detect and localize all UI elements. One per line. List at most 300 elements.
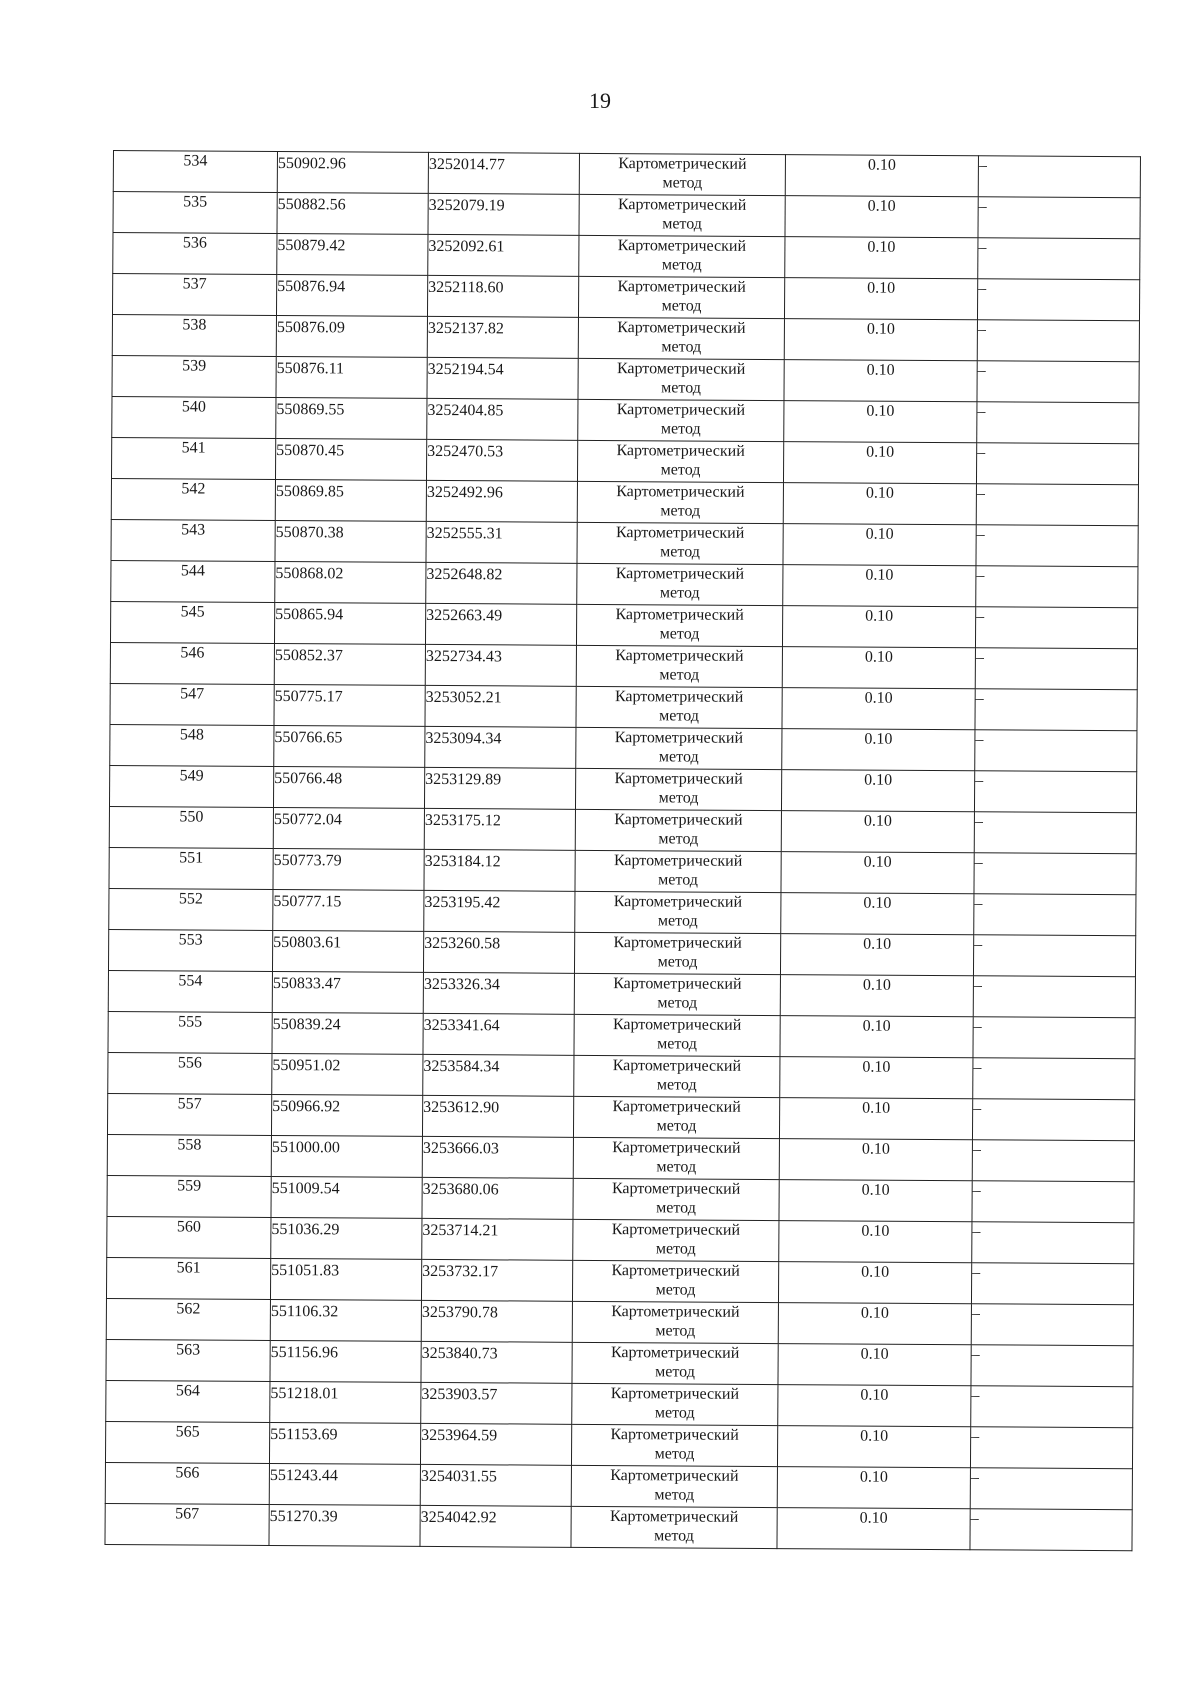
method-label-suffix: метод	[654, 1404, 695, 1422]
method-label: Картометрический	[617, 237, 747, 255]
method-label: Картометрический	[615, 565, 745, 583]
y-coordinate: 3252470.53	[427, 442, 504, 461]
description-cell: –	[974, 894, 1136, 936]
description-cell: –	[976, 484, 1138, 526]
accuracy-cell: 0.10	[778, 1262, 971, 1304]
method-label: Картометрический	[617, 196, 747, 214]
table-row	[111, 478, 1138, 525]
method-label: Картометрический	[612, 1016, 742, 1034]
point-number-cell: 545	[110, 601, 274, 643]
method-label: Картометрический	[617, 319, 746, 337]
x-coordinate: 550865.94	[275, 605, 344, 624]
method-label-suffix: метод	[656, 1158, 697, 1176]
x-coordinate-cell	[271, 1176, 422, 1218]
y-coordinate-cell	[424, 808, 575, 850]
table-row	[109, 806, 1136, 853]
table-row	[109, 765, 1136, 812]
y-coordinate-cell	[422, 1177, 573, 1219]
method-cell	[575, 809, 781, 851]
y-coordinate-cell	[427, 357, 578, 399]
accuracy-cell: 0.10	[780, 1057, 973, 1099]
method-label: Картометрический	[611, 1303, 740, 1321]
method-cell	[578, 358, 784, 400]
x-coordinate: 551000.00	[271, 1138, 340, 1157]
method-cell	[577, 481, 783, 523]
description-cell: –	[972, 1222, 1134, 1264]
point-number-cell: 543	[111, 519, 275, 561]
y-coordinate-cell	[423, 1054, 574, 1096]
method-label-suffix: метод	[658, 871, 698, 889]
method-label-suffix: метод	[660, 543, 700, 561]
y-coordinate-cell	[423, 1013, 574, 1055]
method-cell	[579, 194, 785, 236]
point-number-cell: 556	[108, 1052, 272, 1094]
accuracy-cell: 0.10	[783, 565, 976, 607]
x-coordinate: 550773.79	[273, 851, 342, 870]
y-coordinate-cell	[428, 234, 579, 276]
y-coordinate: 3252555.31	[426, 524, 503, 543]
x-coordinate: 550839.24	[272, 1015, 341, 1034]
method-cell	[575, 768, 781, 810]
method-label-suffix: метод	[654, 1445, 695, 1463]
point-number-cell: 557	[107, 1093, 271, 1135]
accuracy-cell: 0.10	[784, 360, 977, 402]
y-coordinate-cell	[421, 1259, 572, 1301]
point-number-cell: 553	[108, 929, 272, 971]
y-coordinate: 3252079.19	[428, 196, 505, 215]
x-coordinate: 551106.32	[270, 1302, 339, 1321]
y-coordinate: 3252404.85	[427, 401, 504, 420]
accuracy-cell: 0.10	[784, 401, 977, 443]
method-label: Картометрический	[613, 934, 742, 952]
method-label-suffix: метод	[661, 379, 701, 397]
table-row	[112, 315, 1139, 362]
method-label-suffix: метод	[659, 707, 699, 725]
method-label: Картометрический	[612, 1057, 742, 1075]
y-coordinate: 3253341.64	[423, 1016, 500, 1035]
description-cell: –	[971, 1263, 1133, 1305]
x-coordinate: 550876.94	[277, 278, 346, 296]
x-coordinate: 550869.55	[276, 401, 345, 419]
accuracy-cell: 0.10	[780, 1016, 973, 1058]
table-row	[107, 1216, 1134, 1263]
y-coordinate-cell	[426, 521, 577, 563]
point-number-cell: 564	[106, 1380, 270, 1422]
table-row	[113, 233, 1140, 280]
x-coordinate: 551051.83	[271, 1261, 340, 1280]
description-cell: –	[977, 320, 1139, 362]
y-coordinate-cell	[421, 1300, 572, 1342]
y-coordinate: 3253052.21	[425, 688, 502, 707]
method-cell	[573, 1178, 779, 1220]
description-cell: –	[976, 443, 1138, 485]
method-label: Картометрический	[610, 1467, 739, 1485]
accuracy-cell: 0.10	[783, 442, 976, 484]
point-number-cell: 537	[112, 274, 276, 316]
method-cell	[579, 235, 785, 277]
method-label-suffix: метод	[654, 1527, 694, 1545]
y-coordinate: 3253666.03	[422, 1139, 499, 1158]
y-coordinate-cell	[426, 562, 577, 604]
method-cell	[576, 686, 782, 728]
x-coordinate: 550951.02	[272, 1056, 341, 1075]
method-label-suffix: метод	[659, 584, 700, 602]
y-coordinate: 3253612.90	[423, 1098, 500, 1117]
method-cell	[571, 1465, 777, 1507]
method-cell	[572, 1383, 778, 1425]
table-row	[108, 929, 1135, 976]
method-label: Картометрический	[612, 1098, 741, 1116]
coordinates-table	[104, 150, 1141, 1551]
table-row	[108, 1052, 1135, 1099]
method-label-suffix: метод	[657, 994, 698, 1012]
method-cell	[579, 153, 785, 195]
accuracy-cell: 0.10	[780, 934, 973, 976]
x-coordinate-cell	[269, 1422, 420, 1464]
x-coordinate: 551036.29	[271, 1220, 340, 1239]
point-number-cell: 535	[113, 192, 277, 234]
point-number-cell: 540	[112, 396, 276, 438]
x-coordinate-cell	[277, 152, 428, 194]
y-coordinate: 3252492.96	[426, 483, 503, 502]
point-number-cell: 555	[108, 1011, 272, 1053]
point-number-cell: 546	[110, 642, 274, 684]
method-label-suffix: метод	[662, 215, 702, 233]
method-label-suffix: метод	[654, 1486, 695, 1504]
method-cell	[574, 932, 780, 974]
x-coordinate: 550852.37	[274, 646, 343, 665]
accuracy-cell: 0.10	[780, 975, 973, 1017]
method-label: Картометрический	[613, 975, 742, 993]
method-label-suffix: метод	[661, 256, 702, 274]
method-label-suffix: метод	[658, 789, 699, 807]
y-coordinate-cell	[421, 1382, 572, 1424]
method-label: Картометрический	[612, 1139, 741, 1157]
method-label-suffix: метод	[659, 625, 700, 643]
point-number-cell: 548	[110, 724, 274, 766]
point-number-cell: 542	[111, 478, 275, 520]
description-cell: –	[972, 1099, 1134, 1141]
accuracy-cell: 0.10	[778, 1303, 971, 1345]
x-coordinate-cell	[269, 1504, 420, 1546]
y-coordinate: 3253584.34	[423, 1057, 500, 1076]
x-coordinate-cell	[271, 1094, 422, 1136]
method-label-suffix: метод	[661, 338, 702, 356]
x-coordinate-cell	[272, 930, 423, 972]
description-cell: –	[976, 566, 1138, 608]
method-cell	[574, 1055, 780, 1097]
point-number-cell: 561	[106, 1257, 270, 1299]
method-label: Картометрический	[611, 1180, 741, 1198]
accuracy-cell: 0.10	[785, 237, 978, 279]
method-label: Картометрический	[616, 401, 746, 419]
method-label: Картометрический	[614, 811, 743, 829]
description-cell: –	[970, 1509, 1132, 1551]
table-row	[111, 560, 1138, 607]
method-label: Картометрический	[611, 1221, 741, 1239]
y-coordinate: 3253129.89	[425, 770, 502, 789]
point-number-cell: 562	[106, 1298, 270, 1340]
method-cell	[572, 1342, 778, 1384]
x-coordinate-cell	[275, 561, 426, 603]
point-number-cell: 559	[107, 1175, 271, 1217]
y-coordinate: 3254031.55	[420, 1467, 497, 1486]
x-coordinate: 550777.15	[273, 892, 342, 911]
y-coordinate-cell	[422, 1218, 573, 1260]
method-label: Картометрический	[615, 647, 744, 665]
x-coordinate: 550876.09	[276, 319, 345, 337]
method-cell	[575, 891, 781, 933]
table-row	[110, 683, 1137, 730]
y-coordinate-cell	[424, 890, 575, 932]
x-coordinate: 550772.04	[273, 810, 342, 829]
table-row	[111, 519, 1138, 566]
x-coordinate: 550869.85	[275, 483, 344, 501]
accuracy-cell: 0.10	[785, 196, 978, 238]
y-coordinate: 3253326.34	[423, 975, 500, 994]
method-cell	[577, 522, 783, 564]
x-coordinate: 551218.01	[270, 1384, 339, 1403]
table-row	[110, 601, 1137, 648]
method-label-suffix: метод	[659, 666, 700, 684]
method-cell	[578, 317, 784, 359]
table-row	[108, 970, 1135, 1017]
method-cell	[571, 1424, 777, 1466]
table-row	[113, 192, 1140, 239]
x-coordinate-cell	[270, 1340, 421, 1382]
method-cell	[574, 973, 780, 1015]
table-row	[108, 1011, 1135, 1058]
x-coordinate-cell	[272, 1053, 423, 1095]
method-label: Картометрический	[617, 278, 746, 296]
y-coordinate-cell	[428, 152, 579, 194]
y-coordinate: 3252648.82	[426, 565, 503, 584]
method-cell	[576, 604, 782, 646]
accuracy-cell: 0.10	[784, 319, 977, 361]
point-number-cell: 536	[113, 233, 277, 275]
point-number-cell: 567	[105, 1503, 269, 1545]
method-cell	[572, 1301, 778, 1343]
description-cell: –	[976, 525, 1138, 567]
x-coordinate-cell	[271, 1217, 422, 1259]
method-label: Картометрический	[614, 729, 744, 747]
y-coordinate-cell	[423, 931, 574, 973]
y-coordinate-cell	[424, 849, 575, 891]
x-coordinate-cell	[275, 520, 426, 562]
accuracy-cell: 0.10	[783, 483, 976, 525]
description-cell: –	[971, 1386, 1133, 1428]
accuracy-cell: 0.10	[779, 1180, 972, 1222]
method-label: Картометрический	[609, 1508, 739, 1526]
y-coordinate: 3252092.61	[428, 237, 505, 256]
method-label-suffix: метод	[657, 953, 698, 971]
accuracy-cell: 0.10	[781, 893, 974, 935]
method-label-suffix: метод	[656, 1199, 696, 1217]
x-coordinate-cell	[273, 889, 424, 931]
y-coordinate-cell	[425, 685, 576, 727]
y-coordinate: 3253732.17	[422, 1262, 499, 1281]
x-coordinate-cell	[269, 1463, 420, 1505]
y-coordinate: 3253175.12	[424, 811, 501, 830]
x-coordinate: 550870.38	[275, 524, 344, 542]
description-cell: –	[978, 238, 1140, 280]
table-row	[106, 1257, 1133, 1304]
y-coordinate-cell	[427, 316, 578, 358]
point-number-cell: 534	[113, 151, 277, 193]
point-number-cell: 563	[106, 1339, 270, 1381]
table-row	[106, 1298, 1133, 1345]
accuracy-cell: 0.10	[785, 155, 978, 197]
x-coordinate-cell	[270, 1258, 421, 1300]
method-cell	[573, 1096, 779, 1138]
description-cell: –	[973, 976, 1135, 1018]
method-cell	[575, 850, 781, 892]
x-coordinate: 550803.61	[273, 933, 342, 952]
y-coordinate-cell	[428, 193, 579, 235]
method-label-suffix: метод	[656, 1076, 697, 1094]
method-label: Картометрический	[611, 1262, 740, 1280]
description-cell: –	[973, 1058, 1135, 1100]
point-number-cell: 550	[109, 806, 273, 848]
table-row	[112, 355, 1139, 402]
y-coordinate: 3253964.59	[421, 1426, 498, 1445]
point-number-cell: 544	[111, 560, 275, 602]
table-row	[110, 724, 1137, 771]
y-coordinate-cell	[425, 644, 576, 686]
y-coordinate-cell	[422, 1095, 573, 1137]
table-row	[105, 1462, 1132, 1509]
point-number-cell: 549	[109, 765, 273, 807]
y-coordinate-cell	[425, 726, 576, 768]
x-coordinate: 550879.42	[277, 237, 346, 255]
accuracy-cell: 0.10	[778, 1385, 971, 1427]
accuracy-cell: 0.10	[782, 729, 975, 771]
method-label: Картометрический	[613, 852, 743, 870]
method-label: Картометрический	[610, 1385, 740, 1403]
x-coordinate: 550876.11	[276, 360, 345, 378]
x-coordinate: 551153.69	[270, 1425, 338, 1444]
y-coordinate: 3253094.34	[425, 729, 502, 748]
description-cell: –	[971, 1304, 1133, 1346]
method-cell	[573, 1137, 779, 1179]
point-number-cell: 565	[105, 1421, 269, 1463]
method-label-suffix: метод	[658, 748, 699, 766]
point-number-cell: 539	[112, 355, 276, 397]
y-coordinate: 3252137.82	[427, 319, 504, 338]
x-coordinate-cell	[277, 234, 428, 276]
table-row	[110, 642, 1137, 689]
y-coordinate: 3253714.21	[422, 1221, 499, 1240]
accuracy-cell: 0.10	[781, 811, 974, 853]
method-label: Картометрический	[615, 524, 745, 542]
x-coordinate: 550775.17	[274, 687, 343, 706]
method-label-suffix: метод	[657, 1035, 697, 1053]
method-label-suffix: метод	[657, 912, 698, 930]
method-label: Картометрический	[615, 606, 744, 624]
method-label: Картометрический	[610, 1426, 739, 1444]
x-coordinate: 550868.02	[275, 565, 344, 583]
y-coordinate: 3253790.78	[421, 1303, 498, 1322]
x-coordinate-cell	[273, 766, 424, 808]
description-cell: –	[977, 279, 1139, 321]
method-cell	[577, 440, 783, 482]
table-row	[109, 847, 1136, 894]
method-label: Картометрический	[618, 155, 747, 173]
x-coordinate-cell	[277, 193, 428, 235]
method-label: Картометрический	[616, 483, 745, 501]
method-label-suffix: метод	[660, 420, 701, 438]
description-cell: –	[977, 402, 1139, 444]
accuracy-cell: 0.10	[781, 770, 974, 812]
x-coordinate-cell	[273, 848, 424, 890]
method-label-suffix: метод	[656, 1117, 697, 1135]
method-label-suffix: метод	[660, 461, 701, 479]
method-label: Картометрический	[614, 688, 744, 706]
x-coordinate: 551009.54	[271, 1179, 340, 1198]
y-coordinate-cell	[422, 1136, 573, 1178]
x-coordinate: 550766.65	[274, 728, 343, 747]
table-row	[109, 888, 1136, 935]
method-cell	[574, 1014, 780, 1056]
description-cell: –	[970, 1468, 1132, 1510]
table-row	[113, 151, 1140, 198]
description-cell: –	[972, 1140, 1134, 1182]
method-cell	[577, 563, 783, 605]
description-cell: –	[973, 935, 1135, 977]
accuracy-cell: 0.10	[777, 1426, 970, 1468]
accuracy-cell: 0.10	[781, 852, 974, 894]
y-coordinate: 3252194.54	[427, 360, 504, 379]
method-label-suffix: метод	[655, 1363, 695, 1381]
method-label: Картометрический	[613, 893, 743, 911]
x-coordinate-cell	[271, 1135, 422, 1177]
x-coordinate: 551270.39	[269, 1507, 338, 1526]
method-label-suffix: метод	[658, 830, 699, 848]
x-coordinate-cell	[273, 807, 424, 849]
x-coordinate: 550870.45	[276, 442, 345, 460]
accuracy-cell: 0.10	[779, 1139, 972, 1181]
description-cell: –	[975, 689, 1137, 731]
x-coordinate-cell	[276, 275, 427, 317]
method-cell	[576, 645, 782, 687]
y-coordinate-cell	[420, 1423, 571, 1465]
y-coordinate: 3252734.43	[425, 647, 502, 666]
description-cell: –	[970, 1427, 1132, 1469]
y-coordinate-cell	[426, 480, 577, 522]
description-cell: –	[978, 197, 1140, 239]
page-number: 19	[589, 88, 611, 113]
y-coordinate-cell	[421, 1341, 572, 1383]
y-coordinate: 3254042.92	[420, 1508, 497, 1527]
method-label-suffix: метод	[655, 1322, 696, 1340]
x-coordinate-cell	[270, 1381, 421, 1423]
point-number-cell: 554	[108, 970, 272, 1012]
table-row	[111, 437, 1138, 484]
point-number-cell: 566	[105, 1462, 269, 1504]
y-coordinate-cell	[427, 398, 578, 440]
method-label-suffix: метод	[661, 297, 702, 315]
table-row	[105, 1421, 1132, 1468]
point-number-cell: 551	[109, 847, 273, 889]
x-coordinate-cell	[276, 316, 427, 358]
accuracy-cell: 0.10	[782, 688, 975, 730]
table-row	[107, 1093, 1134, 1140]
x-coordinate-cell	[274, 602, 425, 644]
x-coordinate: 551156.96	[270, 1343, 339, 1362]
accuracy-cell: 0.10	[778, 1344, 971, 1386]
point-number-cell: 552	[109, 888, 273, 930]
x-coordinate: 550966.92	[272, 1097, 341, 1116]
